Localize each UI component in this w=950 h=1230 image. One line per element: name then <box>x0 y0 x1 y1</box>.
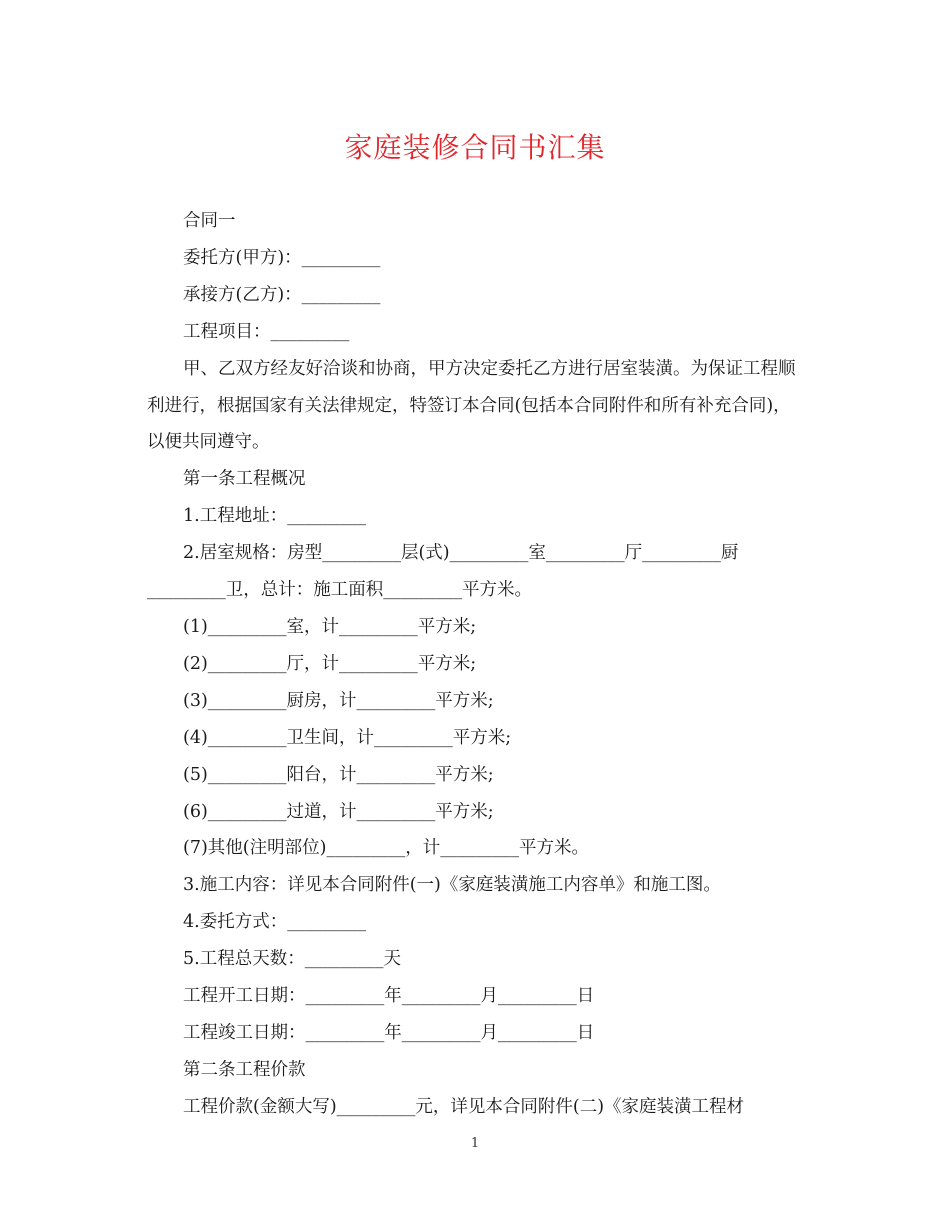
page-number: 1 <box>470 1136 480 1151</box>
paragraph: 委托方(甲方)：_________ <box>183 247 381 268</box>
paragraph: 3.施工内容：详见本合同附件(一)《家庭装潢施工内容单》和施工图。 <box>183 875 721 896</box>
paragraph: (1)_________室，计_________平方米; <box>183 616 477 637</box>
paragraph: 第一条工程概况 <box>183 469 306 490</box>
paragraph: (3)_________厨房，计_________平方米; <box>183 690 494 711</box>
paragraph: (2)_________厅，计_________平方米; <box>183 653 477 674</box>
paragraph: 工程价款(金额大写)_________元，详见本合同附件(二)《家庭装潢工程材 <box>183 1096 745 1117</box>
paragraph: 工程项目：_________ <box>183 321 350 342</box>
paragraph: (6)_________过道，计_________平方米; <box>183 801 494 822</box>
paragraph: 甲、乙双方经友好洽谈和协商，甲方决定委托乙方进行居室装潢。为保证工程顺利进行，根据国家有关法律规定，特签订本合同(包括本合同附件和所有补充合同)，以便共同遵守。 <box>147 358 796 453</box>
paragraph: 1.工程地址：_________ <box>183 506 366 527</box>
paragraph: 2.居室规格：房型_________层(式)_________室_________厅_________厨_________卫，总计：施工面积_________平方米。 <box>147 543 739 601</box>
paragraph: 第二条工程价款 <box>183 1059 306 1080</box>
paragraph: 4.委托方式：_________ <box>183 912 366 933</box>
paragraph: 承接方(乙方)：_________ <box>183 284 381 305</box>
paragraph: (7)其他(注明部位)_________，计_________平方米。 <box>183 838 589 859</box>
paragraph: 合同一 <box>183 211 236 231</box>
document-body <box>147 203 803 1126</box>
paragraph: 工程竣工日期：_________年_________月_________日 <box>183 1022 595 1043</box>
paragraph: (5)_________阳台，计_________平方米; <box>183 764 494 785</box>
paragraph: 工程开工日期：_________年_________月_________日 <box>183 986 595 1007</box>
paragraph: (4)_________卫生间，计_________平方米; <box>183 727 512 748</box>
paragraph: 5.工程总天数：_________天 <box>183 949 401 970</box>
document-title: 家庭装修合同书汇集 <box>344 131 606 164</box>
